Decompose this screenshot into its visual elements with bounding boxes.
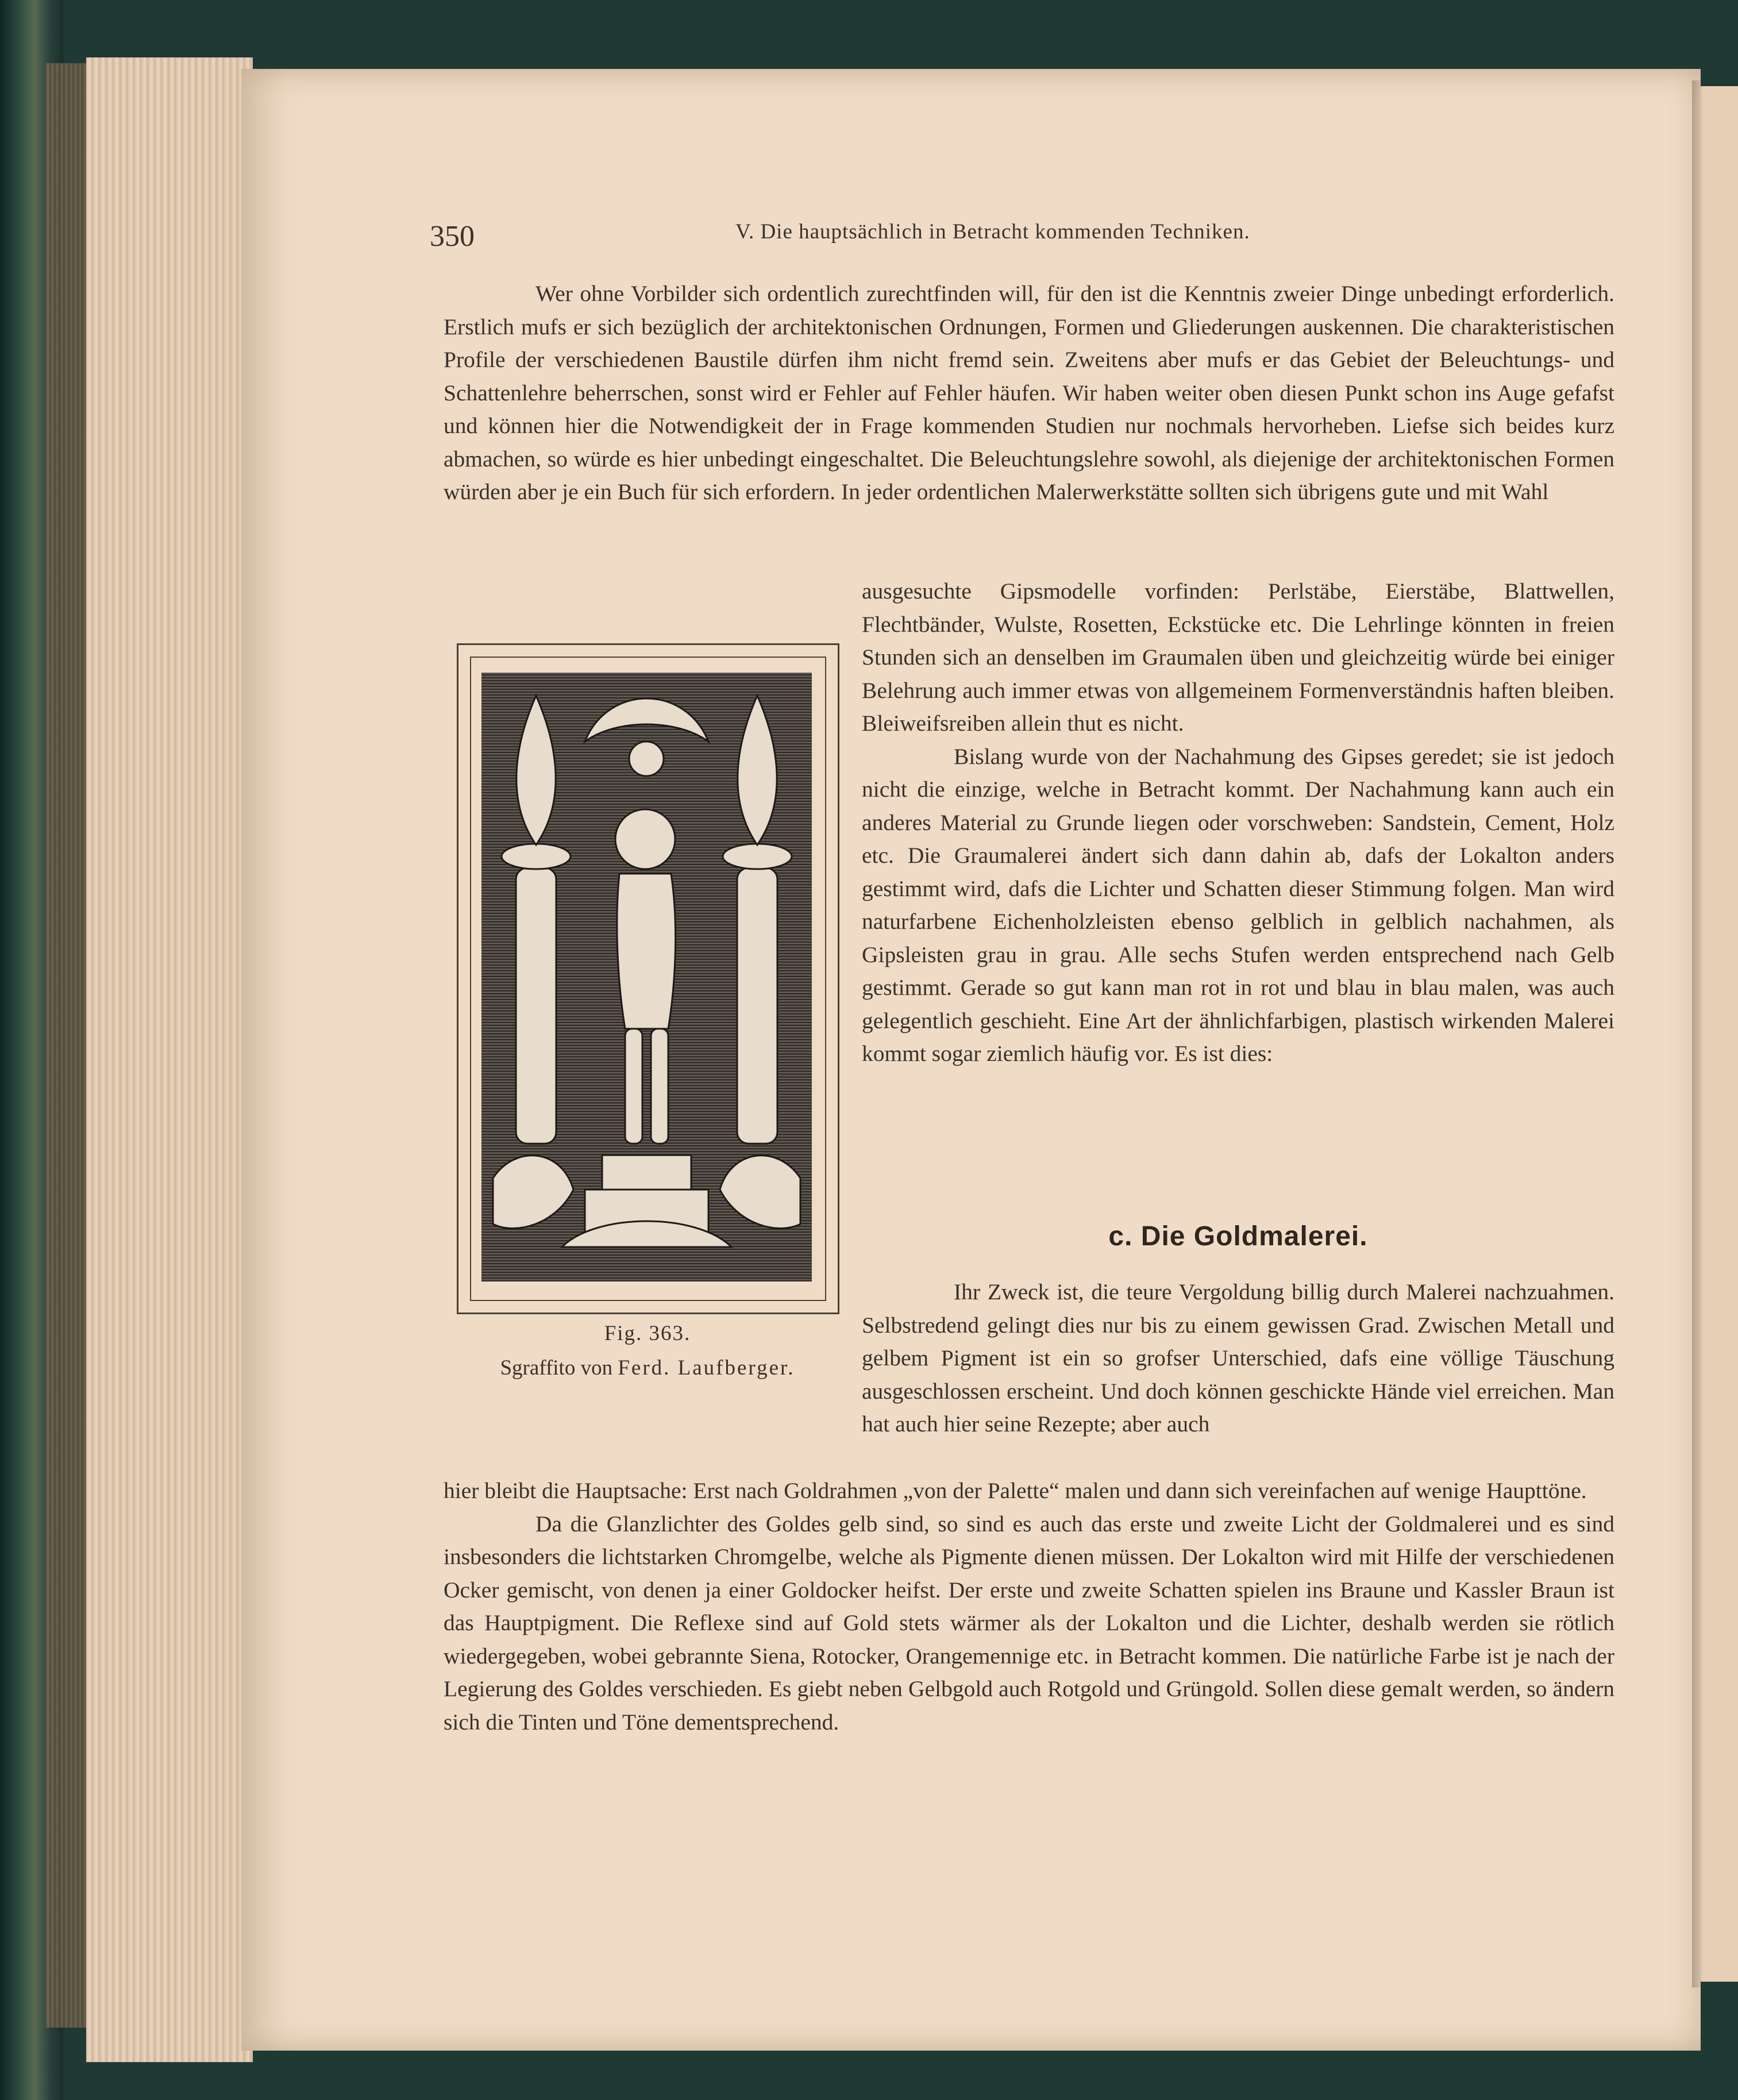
sgraffito-illustration [481, 673, 812, 1281]
facing-page-edge [1701, 86, 1738, 1982]
paragraph-3-continued [444, 1474, 1614, 1739]
paragraph-1: Wer ohne Vorbilder sich ordentlich zurechtfinden will, für den ist die Kenntnis zweier Dinge unbedingt erforderlich. Erstlich mufs er sich bezüglich der architektonischen Ordnungen, Formen und Gliederungen auskennen. Die charakteristischen Profile der verschiedenen Baustile dürfen ihm nicht fremd sein. Zweitens aber mufs er das Gebiet der Beleuchtungs- und Schattenlehre beherrschen, sonst wird er Fehler auf Fehler häufen. Wir haben weiter oben diesen Punkt schon ins Auge gefafst und können hier die Notwendigkeit der in Frage kommenden Studien nur nochmals hervorheben. Liefse sich beides kurz abmachen, so würde es hier unbedingt eingeschaltet. Die Beleuchtungslehre sowohl, als diejenige der architektonischen Formen würden aber je ein Buch für sich erfordern. In jeder ordentlichen Malerwerkstätte sollten sich übrigens gute und mit Wahl [444, 281, 1614, 504]
figure-caption-author: Ferd. Laufberger. [618, 1356, 795, 1380]
paragraph-4-text: Da die Glanzlichter des Goldes gelb sind, so sind es auch das erste und zweite Licht der Goldmalerei und es sind insbesonders die lichtstarken Chromgelbe, welche als Pigmente dienen müssen. Der Lokalton wird mit Hilfe der verschiedenen Ocker gemischt, von denen ja einer Goldocker heifst. Der erste und zweite Schatten spielen ins Braune und Kassler Braun ist das Hauptpigment. Die Reflexe sind auf Gold stets wärmer als der Lokalton und die Lichter, deshalb werden sie rötlich wiedergegeben, wobei gebrannte Siena, Rotocker, Orangemennige etc. in Betracht kommen. Die natürliche Farbe ist je nach der Legierung des Goldes verschieden. Es giebt neben Gelbgold auch Rotgold und Grüngold. Sollen diese gemalt werden, so ändern sich die Tinten und Töne dementsprechend. [444, 1511, 1614, 1735]
figure-frame [457, 643, 839, 1314]
paragraph-3: Ihr Zweck ist, die teure Vergoldung billig durch Malerei nachzuahmen. Selbstredend gelingt dies nur bis zu einem gewissen Grad. Zwischen Metall und gelbem Pigment ist ein so grofser Unterschied, dafs eine völlige Täuschung ausgeschlossen erscheint. Und doch können geschickte Hände viel erreichen. Man hat auch hier seine Rezepte; aber auch [862, 1279, 1614, 1437]
paragraph-1-continued [862, 575, 1614, 1071]
figure-caption [457, 1356, 838, 1380]
figure-caption-prefix: Sgraffito von [500, 1356, 613, 1380]
page-stack [86, 57, 253, 2062]
page-gutter-shadow [1692, 80, 1704, 1987]
paragraph-2-text: Bislang wurde von der Nachahmung des Gipses geredet; sie ist jedoch nicht die einzige, welche in Betracht kommt. Der Nachahmung kann auch ein anderes Material zu Grunde liegen oder vorschweben: Sandstein, Cement, Holz etc. Die Graumalerei ändert sich dann dahin ab, dafs der Lokalton anders gestimmt wird, dafs die Lichter und Schatten dieser Stimmung folgen. Man wird naturfarbene Eichenholzleisten ebenso gelblich in gelblich nachahmen, als Gipsleisten grau in grau. Alle sechs Stufen werden entsprechend nach Gelb gestimmt. Gerade so gut kann man rot in rot und blau in blau malen, was auch gelegentlich geschieht. Eine Art der ähnlichfarbigen, plastisch wirkenden Malerei kommt sogar ziemlich häufig vor. Es ist dies: [862, 743, 1614, 1066]
figure-label: Fig. 363. [604, 1322, 691, 1345]
paragraph-4 [444, 1508, 1614, 1739]
section-heading: c. Die Goldmalerei. [1108, 1221, 1368, 1252]
sgraffito-ornament-icon [481, 673, 812, 1281]
paragraph-3-cont-text: hier bleibt die Hauptsache: Erst nach Goldrahmen „von der Palette“ malen und dann sich vereinfachen auf wenige Haupttöne. [444, 1478, 1587, 1503]
paragraph-2 [862, 740, 1614, 1071]
paragraph-1-cont-text: ausgesuchte Gipsmodelle vorfinden: Perlstäbe, Eierstäbe, Blattwellen, Flechtbänder, Wulste, Rosetten, Eckstücke etc. Die Lehrlinge könnten in freien Stunden sich an denselben im Graumalen üben und gleichzeitig würde bei einiger Belehrung auch immer etwas von allgemeinem Formenverständnis haften bleiben. Bleiweifsreiben allein thut es nicht. [862, 578, 1614, 736]
page-number: 350 [430, 220, 475, 253]
running-head: V. Die hauptsächlich in Betracht kommenden Techniken. [735, 220, 1250, 244]
